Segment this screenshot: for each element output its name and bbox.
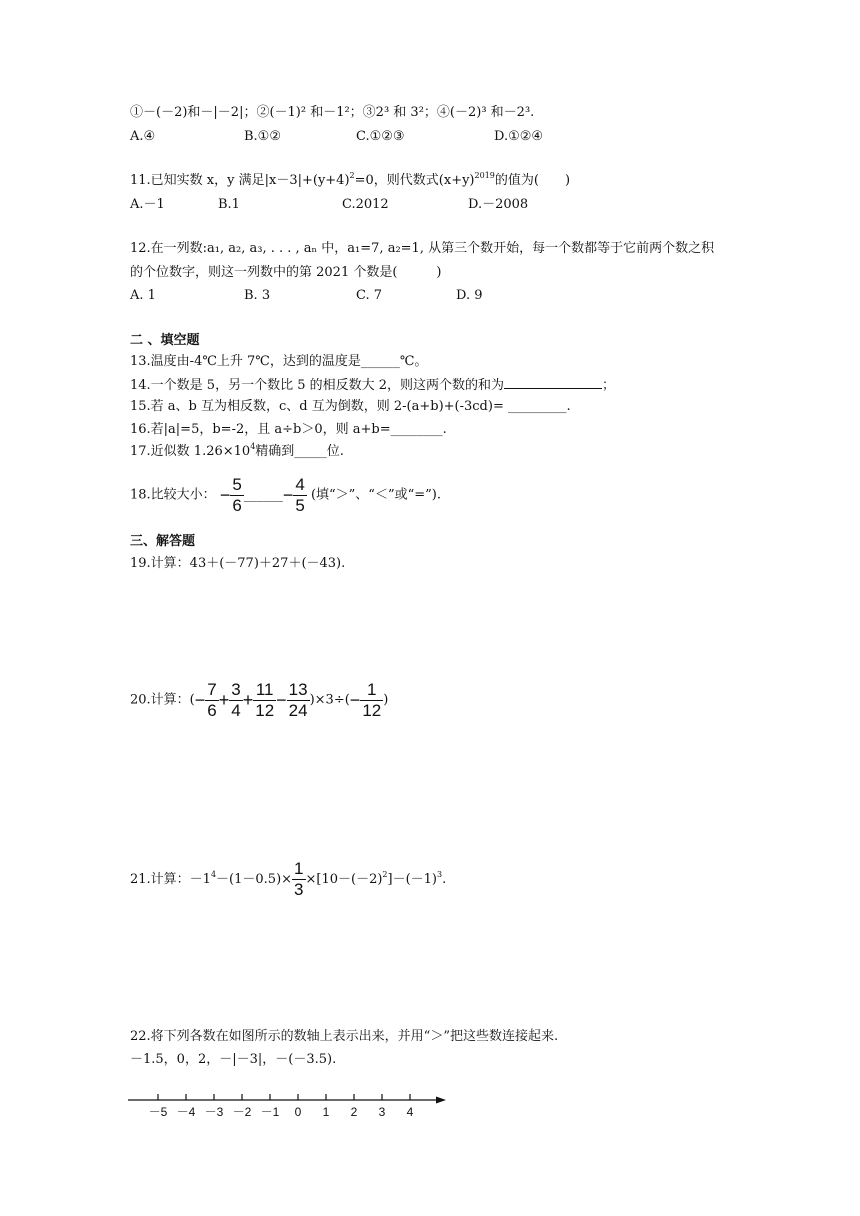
number-line-label: 2 <box>350 1105 358 1119</box>
number-line-label: 0 <box>294 1105 302 1119</box>
number-line-label: －5 <box>148 1105 168 1119</box>
q17: 17.近似数 $1.26\times 10^4$精确到_____位. <box>130 442 344 459</box>
q18-fraction-2: $\frac{4}{5}$ <box>295 474 305 515</box>
q12-option-a: A. 1 <box>130 288 156 303</box>
q14: 14.一个数是 5，另一个数比 5 的相反数大 2，则这两个数的和为 ； <box>130 378 616 393</box>
q10-option-d: D.①②④ <box>494 129 544 144</box>
q20-fraction-4: $\frac{13}{24}$ <box>288 679 308 720</box>
number-line-label: －1 <box>260 1105 280 1119</box>
q11-option-c: C.2012 <box>342 197 389 212</box>
q21-fraction: $\frac{1}{3}$ <box>294 859 304 899</box>
arrow-right-icon <box>436 1097 446 1104</box>
section-fill-in-heading: 二 、填空题 <box>130 333 200 348</box>
q11-option-d: D.－2008 <box>468 197 529 212</box>
q15: 15.若 a、b 互为相反数，c、d 互为倒数，则 2-(a+b)+(-3cd)= _________. <box>130 399 571 414</box>
number-line-label: 3 <box>378 1105 386 1119</box>
q22-stem-line2: －1.5，0，2，－|－3|，－(－3.5). <box>130 1052 337 1067</box>
q10-option-a: A.④ <box>130 129 156 144</box>
q21: 21.计算：$-1^4-(1-0.5)\times$ $\frac{1}{3}$ $\times[10-(-2)^2]-(-1)^3$. <box>130 859 447 899</box>
q19: 19.计算：43＋(－77)＋27＋(－43). <box>130 556 346 571</box>
q12-option-c: C. 7 <box>356 288 383 303</box>
q14-blank <box>504 376 602 389</box>
q13: 13.温度由-4℃上升 7℃，达到的温度是______℃。 <box>130 354 428 369</box>
q20-fraction-3: $\frac{11}{12}$ <box>255 679 275 720</box>
q11-stem: 11.已知实数 x，y 满足$|x-3|+(y+4)^2=0$，则代数式$(x+y)^{2019}$的值为( ) <box>130 171 571 188</box>
q20: 20.计算：(− $\frac{7}{6}$ + $\frac{3}{4}$ + $\frac{11}{12}$ − $\frac{13}{24}$ )×3÷(− $\frac{1}{12}$ ) <box>130 679 389 720</box>
number-line <box>124 1088 454 1128</box>
q12-option-d: D. 9 <box>456 288 483 303</box>
q12-stem-line2: 的个位数字，则这一列数中的第 2021 个数是( ) <box>130 265 442 280</box>
q20-fraction-5: $\frac{1}{12}$ <box>362 679 382 720</box>
q10-option-b: B.①② <box>244 129 281 144</box>
number-line-label: －2 <box>232 1105 252 1119</box>
q16: 16.若|a|=5，b=-2，且 a÷b＞0，则 a+b=________. <box>130 422 447 437</box>
q12-stem-line1: 12.在一列数:a₁, a₂, a₃, . . . , aₙ 中，a₁=7, a₂=1, 从第三个数开始，每一个数都等于它前两个数之积 <box>130 241 715 256</box>
q12-option-b: B. 3 <box>244 288 271 303</box>
section-answer-heading: 三、解答题 <box>130 534 196 549</box>
q22-stem-line1: 22.将下列各数在如图所示的数轴上表示出来，并用“＞”把这些数连接起来. <box>130 1029 559 1044</box>
number-line-label: 1 <box>322 1105 330 1119</box>
q11-option-b: B.1 <box>218 197 240 212</box>
q18-fraction-1: $\frac{5}{6}$ <box>232 474 242 515</box>
number-line-label: －4 <box>176 1105 196 1119</box>
q11-option-a: A.－1 <box>130 197 165 212</box>
number-line-label: －3 <box>204 1105 224 1119</box>
number-line-label: 4 <box>406 1105 414 1119</box>
q10-option-c: C.①②③ <box>356 129 405 144</box>
q20-fraction-1: $\frac{7}{6}$ <box>207 679 217 720</box>
q10-pairs: ①－(－2)和－|－2|；②(－1)² 和－1²；③2³ 和 3²；④(－2)³ 和－2³. <box>130 105 535 120</box>
q18: 18.比较大小： − $\frac{5}{6}$ ______− $\frac{4}{5}$ (填“＞”、“＜”或“=”). <box>130 474 441 515</box>
q20-fraction-2: $\frac{3}{4}$ <box>231 679 241 720</box>
